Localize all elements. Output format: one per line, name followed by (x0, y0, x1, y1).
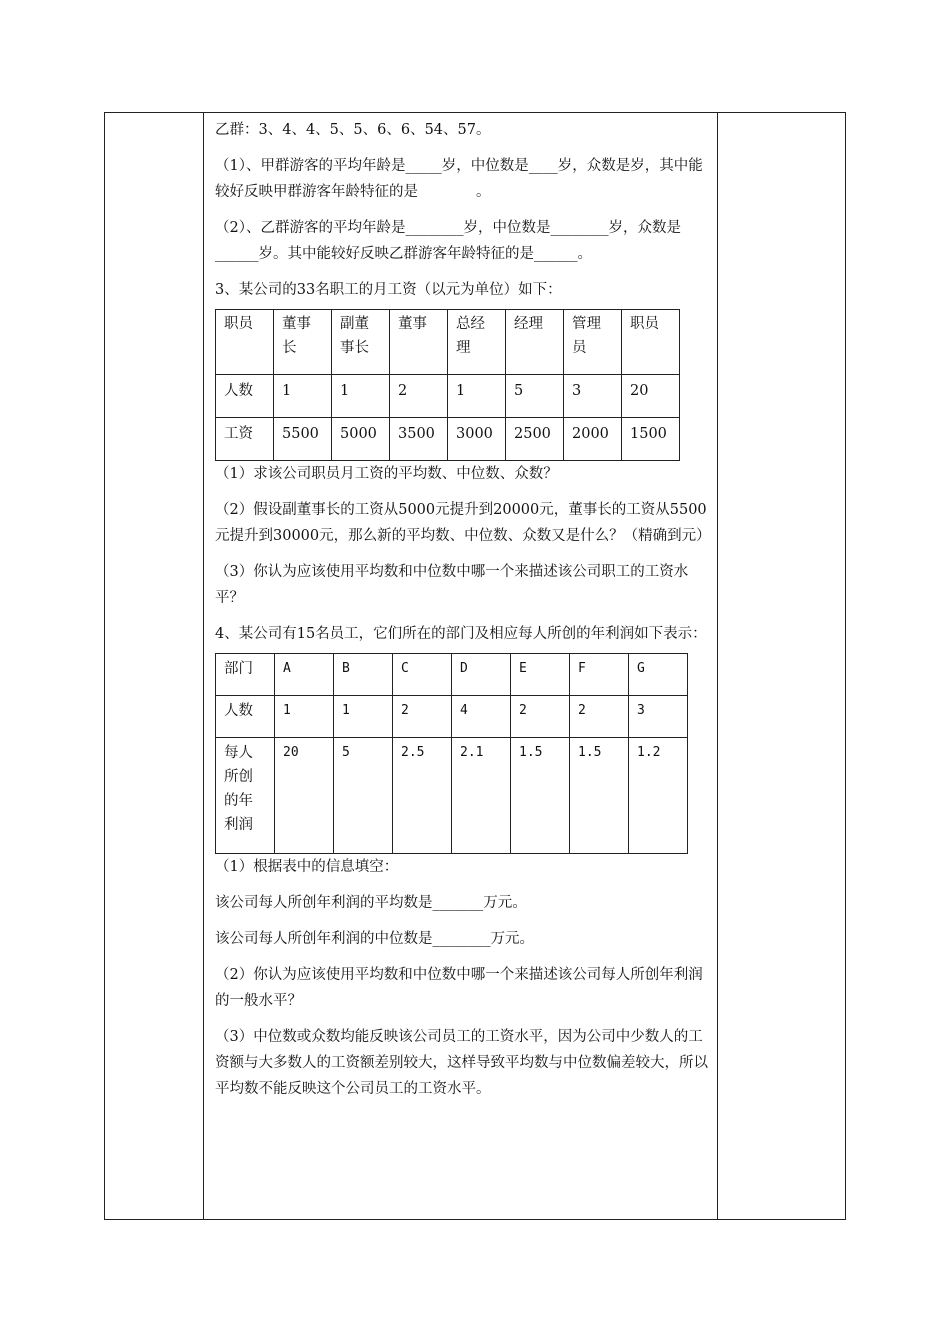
table-cell: 2 (570, 696, 629, 738)
table-cell: 经理 (506, 310, 564, 375)
table-cell: 2 (393, 696, 452, 738)
table-cell: D (452, 654, 511, 696)
table-cell: 2 (390, 375, 448, 418)
content-column (215, 117, 711, 1112)
table-row (216, 654, 688, 696)
table-cell: 1.2 (629, 738, 688, 854)
table-row (216, 310, 680, 375)
table-cell: 职员 (216, 310, 274, 375)
table-cell: 每人所创的年利润 (216, 738, 275, 854)
table-cell: 1 (332, 375, 390, 418)
column-divider-left (203, 113, 204, 1219)
table-cell: C (393, 654, 452, 696)
table-cell: 1 (275, 696, 334, 738)
table-cell: 1 (274, 375, 332, 418)
table-cell: F (570, 654, 629, 696)
table-cell: 2.1 (452, 738, 511, 854)
table-cell: G (629, 654, 688, 696)
table-cell: 5 (334, 738, 393, 854)
question-4-3: （3）中位数或众数均能反映该公司员工的工资水平，因为公司中少数人的工资额与大多数人的工资额差别较大，这样导致平均数与中位数偏差较大，所以平均数不能反映这个公司员工的工资水平。 (215, 1029, 708, 1097)
table-cell: 2000 (564, 418, 622, 461)
table-cell: 2.5 (393, 738, 452, 854)
table-cell: E (511, 654, 570, 696)
question-4-1-median-blank: 该公司每人所创年利润的中位数是________万元。 (215, 931, 534, 947)
question-3-title: 3、某公司的33名职工的月工资（以元为单位）如下： (215, 282, 562, 298)
table-cell: 职员 (622, 310, 680, 375)
table-cell: 1 (448, 375, 506, 418)
table-cell: B (334, 654, 393, 696)
table-cell: 3500 (390, 418, 448, 461)
question-4-1-mean-blank: 该公司每人所创年利润的平均数是_______万元。 (215, 895, 527, 911)
table-cell: 5 (506, 375, 564, 418)
table-cell: 5000 (332, 418, 390, 461)
table-cell: 副董事长 (332, 310, 390, 375)
table-row (216, 418, 680, 461)
table-cell: 2 (511, 696, 570, 738)
table-cell: 5500 (274, 418, 332, 461)
question-4-title: 4、某公司有15名员工，它们所在的部门及相应每人所创的年利润如下表示： (215, 626, 707, 642)
table-cell: 董事长 (274, 310, 332, 375)
question-3-2: （2）假设副董事长的工资从5000元提升到20000元，董事长的工资从5500元提升到30000元，那么新的平均数、中位数、众数又是什么？（精确到元） (215, 502, 711, 544)
question-4-1: （1）根据表中的信息填空： (215, 859, 399, 875)
table-cell: 管理员 (564, 310, 622, 375)
table-cell: 4 (452, 696, 511, 738)
table-cell: 20 (275, 738, 334, 854)
table-cell: 3 (629, 696, 688, 738)
table-cell: 1 (334, 696, 393, 738)
table-row (216, 375, 680, 418)
question-2-2: （2）、乙群游客的平均年龄是________岁，中位数是________岁，众数是______岁。其中能较好反映乙群游客年龄特征的是______。 (215, 220, 681, 262)
column-divider-right (717, 113, 718, 1219)
yi-group-ages: 乙群：3、4、4、5、5、6、6、54、57。 (215, 122, 491, 138)
table-cell: 人数 (216, 375, 274, 418)
question-4-2: （2）你认为应该使用平均数和中位数中哪一个来描述该公司每人所创年利润的一般水平？ (215, 967, 703, 1009)
table-cell: 董事 (390, 310, 448, 375)
question-3-1: （1）求该公司职员月工资的平均数、中位数、众数？ (215, 466, 558, 482)
table-cell: 1.5 (511, 738, 570, 854)
table-cell: 3000 (448, 418, 506, 461)
table-cell: 1.5 (570, 738, 629, 854)
table-cell: 总经理 (448, 310, 506, 375)
table-cell: 3 (564, 375, 622, 418)
salary-table (215, 309, 680, 461)
table-cell: 20 (622, 375, 680, 418)
table-cell: 工资 (216, 418, 274, 461)
question-2-1: （1）、甲群游客的平均年龄是_____岁，中位数是____岁，众数是岁，其中能较好反映甲群游客年龄特征的是 。 (215, 158, 703, 200)
profit-table (215, 653, 688, 854)
table-cell: 人数 (216, 696, 275, 738)
table-row (216, 738, 688, 854)
table-cell: 1500 (622, 418, 680, 461)
table-cell: 部门 (216, 654, 275, 696)
table-row (216, 696, 688, 738)
lesson-frame (104, 112, 846, 1220)
question-3-3: （3）你认为应该使用平均数和中位数中哪一个来描述该公司职工的工资水平？ (215, 564, 689, 606)
table-cell: 2500 (506, 418, 564, 461)
table-cell: A (275, 654, 334, 696)
